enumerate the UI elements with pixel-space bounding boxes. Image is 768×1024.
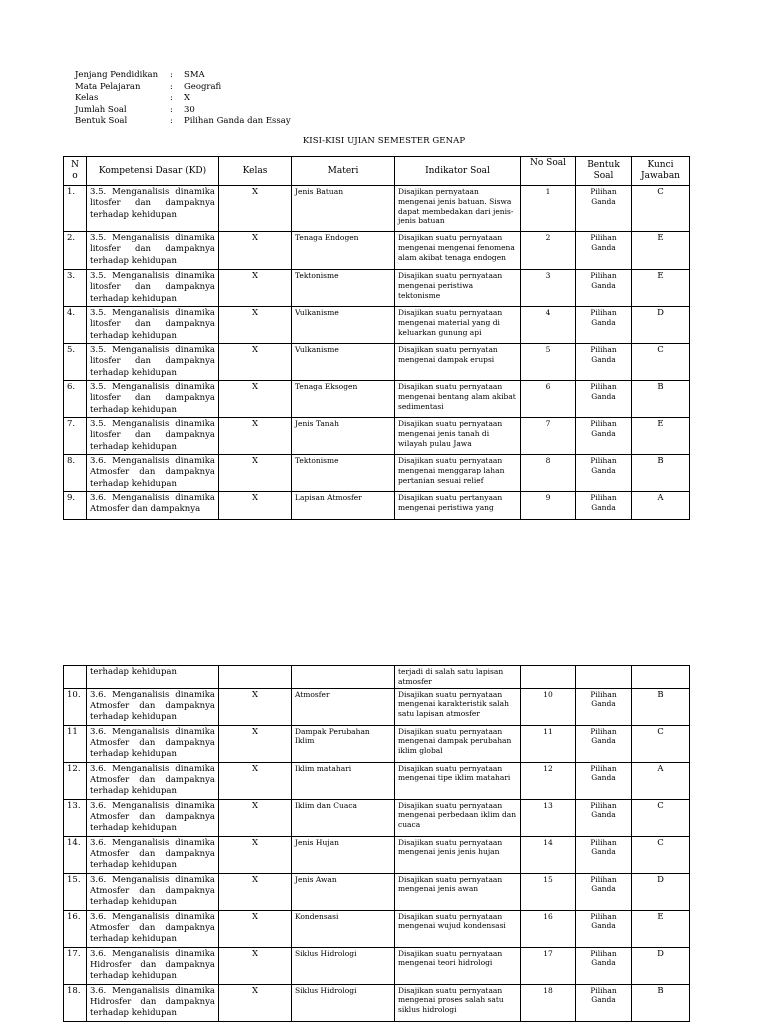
document-title: KISI-KISI UJIAN SEMESTER GENAP	[302, 136, 466, 146]
indikator-cell: Disajikan suatu pernyatan mengenai dampak erupsi	[395, 344, 521, 381]
kunci-cell: D	[632, 947, 690, 984]
bentuk-cell: Pilihan Ganda	[576, 873, 632, 910]
kd-cell: 3.5. Menganalisis dinamika litosfer dan dampaknya terhadap kehidupan	[87, 232, 219, 270]
page-gap	[0, 560, 768, 604]
kelas-cell: X	[219, 232, 292, 270]
column-header: Indikator Soal	[395, 157, 521, 186]
indikator-cell: Disajikan suatu pernyataan mengenai jenis awan	[395, 873, 521, 910]
bentuk-cell: Pilihan Ganda	[576, 492, 632, 520]
no-soal-cell: 3	[521, 270, 576, 307]
materi-cell: Vulkanisme	[292, 344, 395, 381]
info-value: SMA	[184, 70, 205, 80]
kunci-cell: C	[632, 344, 690, 381]
indikator-cell: Disajikan suatu pernyataan mengenai teori hidrologi	[395, 947, 521, 984]
kelas-cell: X	[219, 984, 292, 1021]
no-soal-cell: 10	[521, 688, 576, 725]
kelas-cell: X	[219, 725, 292, 762]
row-number: 5.	[64, 344, 87, 381]
column-header: Kunci Jawaban	[632, 157, 690, 186]
table-row	[64, 455, 690, 492]
no-soal-cell: 4	[521, 307, 576, 344]
indikator-cell: Disajikan suatu pernyataan mengenai jenis jenis hujan	[395, 836, 521, 873]
materi-cell: Kondensasi	[292, 910, 395, 947]
document-info	[75, 70, 291, 128]
table-row	[64, 270, 690, 307]
bentuk-cell: Pilihan Ganda	[576, 418, 632, 455]
row-number: 10.	[64, 688, 87, 725]
kd-cell: 3.5. Menganalisis dinamika litosfer dan dampaknya terhadap kehidupan	[87, 344, 219, 381]
kd-cell: 3.5. Menganalisis dinamika litosfer dan dampaknya terhadap kehidupan	[87, 418, 219, 455]
kelas-cell: X	[219, 186, 292, 232]
info-sep: :	[170, 81, 173, 92]
materi-cell: Dampak Perubahan Iklim	[292, 725, 395, 762]
table-row	[64, 762, 690, 799]
row-number: 8.	[64, 455, 87, 492]
info-label: Mata Pelajaran	[75, 81, 141, 92]
row-number	[64, 666, 87, 689]
no-soal-cell: 17	[521, 947, 576, 984]
indikator-cell: Disajikan suatu pertanyaan mengenai peristiwa yang	[395, 492, 521, 520]
kelas-cell	[219, 666, 292, 689]
no-soal-cell	[521, 666, 576, 689]
row-number: 16.	[64, 910, 87, 947]
info-row	[75, 116, 291, 128]
table-row	[64, 344, 690, 381]
kelas-cell: X	[219, 492, 292, 520]
kd-cell: 3.5. Menganalisis dinamika litosfer dan dampaknya terhadap kehidupan	[87, 270, 219, 307]
table-header-row	[64, 157, 690, 186]
indikator-cell: Disajikan suatu pernyataan mengenai material yang di keluarkan gunung api	[395, 307, 521, 344]
materi-cell: Tenaga Endogen	[292, 232, 395, 270]
row-number: 9.	[64, 492, 87, 520]
kelas-cell: X	[219, 688, 292, 725]
kelas-cell: X	[219, 418, 292, 455]
bentuk-cell: Pilihan Ganda	[576, 836, 632, 873]
materi-cell: Jenis Awan	[292, 873, 395, 910]
table-row	[64, 947, 690, 984]
kunci-cell: E	[632, 910, 690, 947]
info-sep: :	[170, 70, 173, 80]
indikator-cell: Disajikan suatu pernyataan mengenai perbedaan iklim dan cuaca	[395, 799, 521, 836]
kunci-cell: C	[632, 725, 690, 762]
kelas-cell: X	[219, 947, 292, 984]
kd-cell: terhadap kehidupan	[87, 666, 219, 689]
indikator-cell: Disajikan suatu pernyataan mengenai mengenai fenomena alam akibat tenaga endogen	[395, 232, 521, 270]
materi-cell: Iklim dan Cuaca	[292, 799, 395, 836]
no-soal-cell: 16	[521, 910, 576, 947]
row-number: 18.	[64, 984, 87, 1021]
kunci-cell: E	[632, 418, 690, 455]
kd-cell: 3.5. Menganalisis dinamika litosfer dan dampaknya terhadap kehidupan	[87, 186, 219, 232]
info-value: Pilihan Ganda dan Essay	[184, 116, 291, 126]
table-row	[64, 186, 690, 232]
row-number: 7.	[64, 418, 87, 455]
no-soal-cell: 14	[521, 836, 576, 873]
indikator-cell: Disajikan pernyataan mengenai jenis batuan. Siswa dapat membedakan dari jenis-jenis batuan	[395, 186, 521, 232]
no-soal-cell: 9	[521, 492, 576, 520]
table-row	[64, 688, 690, 725]
kd-cell: 3.6. Menganalisis dinamika Atmosfer dan dampaknya	[87, 492, 219, 520]
bentuk-cell: Pilihan Ganda	[576, 910, 632, 947]
table-row	[64, 799, 690, 836]
bentuk-cell: Pilihan Ganda	[576, 381, 632, 418]
bentuk-cell: Pilihan Ganda	[576, 270, 632, 307]
info-label: Jumlah Soal	[75, 104, 127, 115]
info-value: X	[184, 93, 191, 103]
no-soal-cell: 7	[521, 418, 576, 455]
table-row	[64, 418, 690, 455]
kisi-kisi-table-continued	[63, 665, 690, 1022]
kelas-cell: X	[219, 873, 292, 910]
info-value: 30	[184, 104, 195, 115]
bentuk-cell: Pilihan Ganda	[576, 984, 632, 1021]
kelas-cell: X	[219, 381, 292, 418]
no-soal-cell: 1	[521, 186, 576, 232]
materi-cell: Jenis Tanah	[292, 418, 395, 455]
table-row	[64, 984, 690, 1021]
kd-cell: 3.6. Menganalisis dinamika Atmosfer dan dampaknya terhadap kehidupan	[87, 799, 219, 836]
no-soal-cell: 2	[521, 232, 576, 270]
materi-cell: Siklus Hidrologi	[292, 984, 395, 1021]
kunci-cell: E	[632, 270, 690, 307]
kunci-cell: C	[632, 836, 690, 873]
kunci-cell: B	[632, 381, 690, 418]
kelas-cell: X	[219, 270, 292, 307]
kunci-cell: B	[632, 455, 690, 492]
indikator-cell: Disajikan suatu pernyataan mengenai menggarap lahan pertanian sesuai relief	[395, 455, 521, 492]
kunci-cell: D	[632, 307, 690, 344]
kunci-cell: B	[632, 984, 690, 1021]
kelas-cell: X	[219, 307, 292, 344]
column-header: Bentuk Soal	[576, 157, 632, 186]
table-row	[64, 232, 690, 270]
info-row	[75, 82, 291, 94]
document-page-2	[0, 604, 768, 1024]
materi-cell	[292, 666, 395, 689]
materi-cell: Iklim matahari	[292, 762, 395, 799]
materi-cell: Siklus Hidrologi	[292, 947, 395, 984]
info-sep: :	[170, 93, 173, 103]
kelas-cell: X	[219, 455, 292, 492]
indikator-cell: Disajikan suatu pernyataan mengenai bentang alam akibat sedimentasi	[395, 381, 521, 418]
kd-cell: 3.6. Menganalisis dinamika Atmosfer dan dampaknya terhadap kehidupan	[87, 910, 219, 947]
table-row	[64, 666, 690, 689]
row-number: 3.	[64, 270, 87, 307]
row-number: 11	[64, 725, 87, 762]
row-number: 13.	[64, 799, 87, 836]
indikator-cell: Disajikan suatu pernyataan mengenai proses salah satu siklus hidrologi	[395, 984, 521, 1021]
column-header: No Soal	[521, 157, 576, 186]
no-soal-cell: 11	[521, 725, 576, 762]
no-soal-cell: 5	[521, 344, 576, 381]
materi-cell: Tenaga Eksogen	[292, 381, 395, 418]
kunci-cell: A	[632, 762, 690, 799]
bentuk-cell: Pilihan Ganda	[576, 799, 632, 836]
table-row	[64, 725, 690, 762]
kd-cell: 3.6. Menganalisis dinamika Hidrosfer dan dampaknya terhadap kehidupan	[87, 984, 219, 1021]
info-label: Bentuk Soal	[75, 116, 128, 126]
bentuk-cell: Pilihan Ganda	[576, 947, 632, 984]
row-number: 1.	[64, 186, 87, 232]
materi-cell: Vulkanisme	[292, 307, 395, 344]
bentuk-cell: Pilihan Ganda	[576, 186, 632, 232]
kd-cell: 3.5. Menganalisis dinamika litosfer dan dampaknya terhadap kehidupan	[87, 307, 219, 344]
info-value: Geografi	[184, 81, 222, 92]
row-number: 2.	[64, 232, 87, 270]
bentuk-cell: Pilihan Ganda	[576, 455, 632, 492]
kd-cell: 3.6. Menganalisis dinamika Hidrosfer dan dampaknya terhadap kehidupan	[87, 947, 219, 984]
kelas-cell: X	[219, 910, 292, 947]
materi-cell: Tektonisme	[292, 455, 395, 492]
bentuk-cell: Pilihan Ganda	[576, 762, 632, 799]
row-number: 6.	[64, 381, 87, 418]
indikator-cell: terjadi di salah satu lapisan atmosfer	[395, 666, 521, 689]
column-header: Materi	[292, 157, 395, 186]
kd-cell: 3.6. Menganalisis dinamika Atmosfer dan dampaknya terhadap kehidupan	[87, 762, 219, 799]
kd-cell: 3.6. Menganalisis dinamika Atmosfer dan dampaknya terhadap kehidupan	[87, 455, 219, 492]
info-row	[75, 93, 291, 105]
info-label: Kelas	[75, 93, 99, 103]
bentuk-cell: Pilihan Ganda	[576, 344, 632, 381]
materi-cell: Atmosfer	[292, 688, 395, 725]
info-sep: :	[170, 104, 173, 115]
materi-cell: Jenis Batuan	[292, 186, 395, 232]
column-header: N o	[64, 157, 87, 186]
kunci-cell: A	[632, 492, 690, 520]
no-soal-cell: 12	[521, 762, 576, 799]
kunci-cell: B	[632, 688, 690, 725]
info-row	[75, 70, 291, 82]
no-soal-cell: 6	[521, 381, 576, 418]
materi-cell: Lapisan Atmosfer	[292, 492, 395, 520]
bentuk-cell: Pilihan Ganda	[576, 688, 632, 725]
kisi-kisi-table	[63, 156, 690, 520]
table-row	[64, 836, 690, 873]
no-soal-cell: 8	[521, 455, 576, 492]
kunci-cell	[632, 666, 690, 689]
indikator-cell: Disajikan suatu pernyataan mengenai jenis tanah di wilayah pulau Jawa	[395, 418, 521, 455]
info-row	[75, 105, 291, 117]
materi-cell: Tektonisme	[292, 270, 395, 307]
kelas-cell: X	[219, 836, 292, 873]
bentuk-cell	[576, 666, 632, 689]
bentuk-cell: Pilihan Ganda	[576, 725, 632, 762]
table-row	[64, 910, 690, 947]
indikator-cell: Disajikan suatu pernyataan mengenai dampak perubahan iklim global	[395, 725, 521, 762]
table-row	[64, 492, 690, 520]
kd-cell: 3.6. Menganalisis dinamika Atmosfer dan dampaknya terhadap kehidupan	[87, 873, 219, 910]
indikator-cell: Disajikan suatu pernyataan mengenai tipe iklim matahari	[395, 762, 521, 799]
kunci-cell: C	[632, 799, 690, 836]
info-sep: :	[170, 116, 173, 126]
info-label: Jenjang Pendidikan	[75, 70, 159, 80]
row-number: 4.	[64, 307, 87, 344]
kd-cell: 3.6. Menganalisis dinamika Atmosfer dan dampaknya terhadap kehidupan	[87, 688, 219, 725]
table-row	[64, 381, 690, 418]
kd-cell: 3.5. Menganalisis dinamika litosfer dan dampaknya terhadap kehidupan	[87, 381, 219, 418]
column-header: Kelas	[219, 157, 292, 186]
indikator-cell: Disajikan suatu pernyataan mengenai wujud kondensasi	[395, 910, 521, 947]
kunci-cell: D	[632, 873, 690, 910]
no-soal-cell: 15	[521, 873, 576, 910]
column-header: Kompetensi Dasar (KD)	[87, 157, 219, 186]
row-number: 17.	[64, 947, 87, 984]
row-number: 15.	[64, 873, 87, 910]
bentuk-cell: Pilihan Ganda	[576, 307, 632, 344]
kelas-cell: X	[219, 799, 292, 836]
kelas-cell: X	[219, 762, 292, 799]
kunci-cell: E	[632, 232, 690, 270]
no-soal-cell: 18	[521, 984, 576, 1021]
no-soal-cell: 13	[521, 799, 576, 836]
row-number: 12.	[64, 762, 87, 799]
indikator-cell: Disajikan suatu pernyataan mengenai karakteristik salah satu lapisan atmosfer	[395, 688, 521, 725]
kunci-cell: C	[632, 186, 690, 232]
kd-cell: 3.6. Menganalisis dinamika Atmosfer dan dampaknya terhadap kehidupan	[87, 725, 219, 762]
materi-cell: Jenis Hujan	[292, 836, 395, 873]
kelas-cell: X	[219, 344, 292, 381]
table-row	[64, 307, 690, 344]
table-row	[64, 873, 690, 910]
kd-cell: 3.6. Menganalisis dinamika Atmosfer dan dampaknya terhadap kehidupan	[87, 836, 219, 873]
bentuk-cell: Pilihan Ganda	[576, 232, 632, 270]
row-number: 14.	[64, 836, 87, 873]
indikator-cell: Disajikan suatu pernyataan mengenai peristiwa tektonisme	[395, 270, 521, 307]
